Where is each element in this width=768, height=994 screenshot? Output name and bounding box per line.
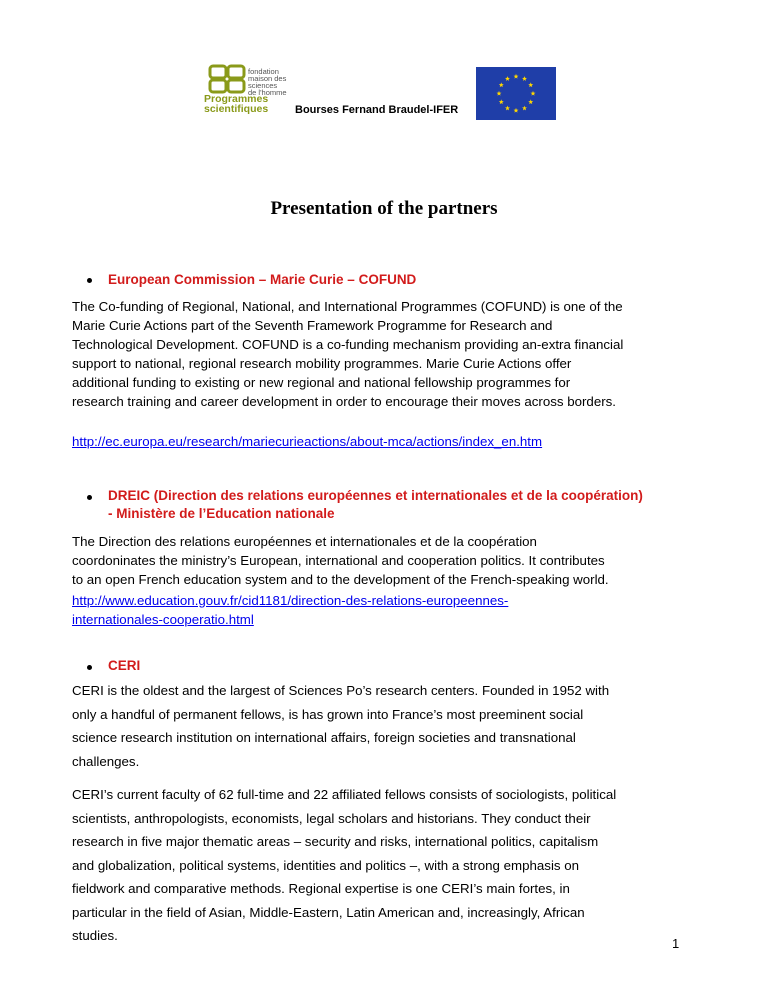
section-heading-cofund: European Commission – Marie Curie – COFUND: [108, 272, 417, 287]
link-dreic[interactable]: [72, 591, 692, 629]
text-line: The Direction des relations européennes et internationales et de la coopération: [72, 534, 537, 549]
programmes-line: Programmes: [204, 93, 269, 105]
fmsh-wordmark: [248, 68, 287, 96]
section-body-ceri-1: [72, 679, 695, 773]
text-line: Technological Development. COFUND is a co-funding mechanism providing an-extra financial: [72, 337, 624, 352]
text-line: scientists, anthropologists, economists, legal scholars and historians. They conduct their: [72, 810, 591, 826]
text-line: support to national, regional research mobility programmes. Marie Curie Actions offer: [72, 356, 572, 371]
programmes-line: scientifiques: [204, 103, 269, 115]
text-line: to an open French education system and to the development of the French-speaking world.: [72, 572, 609, 587]
text-line: science research institution on international affairs, foreign societies and transnational: [72, 730, 576, 745]
text-line: particular in the field of Asian, Middle-Eastern, Latin American and, increasingly, African: [72, 904, 585, 920]
eu-flag-icon: [476, 67, 556, 120]
text-line: only a handful of permanent fellows, is has grown into France’s most preeminent social: [72, 706, 584, 722]
text-line: additional funding to existing or new regional and national fellowship programmes for: [72, 375, 571, 390]
page-header: [204, 60, 556, 120]
page-title: Presentation of the partners: [270, 198, 498, 219]
fmsh-line: fondation: [248, 67, 279, 76]
bourses-label: Bourses Fernand Braudel-IFER: [295, 104, 459, 116]
bullet-icon: [87, 665, 92, 670]
page-number: 1: [672, 936, 680, 951]
link-cofund[interactable]: http://ec.europa.eu/research/mariecurieactions/about-mca/actions/index_en.htm: [72, 434, 543, 449]
fmsh-monogram-icon: [208, 64, 246, 94]
text-line: and globalization, political systems, identities and politics –, with a strong emphasis on: [72, 857, 580, 873]
fmsh-line: de l'homme: [248, 88, 287, 97]
text-line: studies.: [72, 928, 118, 943]
fmsh-line: sciences: [248, 81, 278, 90]
text-line: fieldwork and comparative methods. Regional expertise is one CERI’s main fortes, in: [72, 881, 570, 896]
text-line: CERI’s current faculty of 62 full-time and 22 affiliated fellows consists of sociologists, political: [72, 787, 617, 802]
section-body-dreic: [72, 532, 695, 589]
fmsh-logo: [204, 64, 294, 118]
link-line[interactable]: http://www.education.gouv.fr/cid1181/direction-des-relations-europeennes-: [72, 593, 509, 608]
text-line: CERI is the oldest and the largest of Sciences Po’s research centers. Founded in 1952 with: [72, 683, 610, 698]
section-body-cofund: [72, 297, 695, 411]
text-line: coordoninates the ministry’s European, international and cooperation politics. It contributes: [72, 553, 605, 568]
text-line: research training and career development in order to encourage their moves across borders.: [72, 394, 616, 409]
bullet-icon: [87, 495, 92, 500]
section-heading-ceri: CERI: [108, 658, 141, 673]
heading-line: DREIC (Direction des relations européennes et internationales et de la coopération): [108, 488, 643, 503]
fmsh-line: maison des: [248, 74, 287, 83]
text-line: Marie Curie Actions part of the Seventh Framework Programme for Research and: [72, 318, 553, 333]
section-heading-dreic: [108, 487, 643, 523]
bullet-icon: [87, 278, 92, 283]
text-line: research in five major thematic areas – security and risks, international politics, capitalism: [72, 834, 599, 849]
text-line: challenges.: [72, 753, 140, 769]
link-line[interactable]: internationales-cooperatio.html: [72, 612, 254, 627]
programmes-label: [204, 94, 268, 114]
section-body-ceri-2: [72, 783, 695, 948]
heading-line: - Ministère de l’Education nationale: [108, 506, 335, 521]
text-line: The Co-funding of Regional, National, and International Programmes (COFUND) is one of the: [72, 299, 623, 314]
